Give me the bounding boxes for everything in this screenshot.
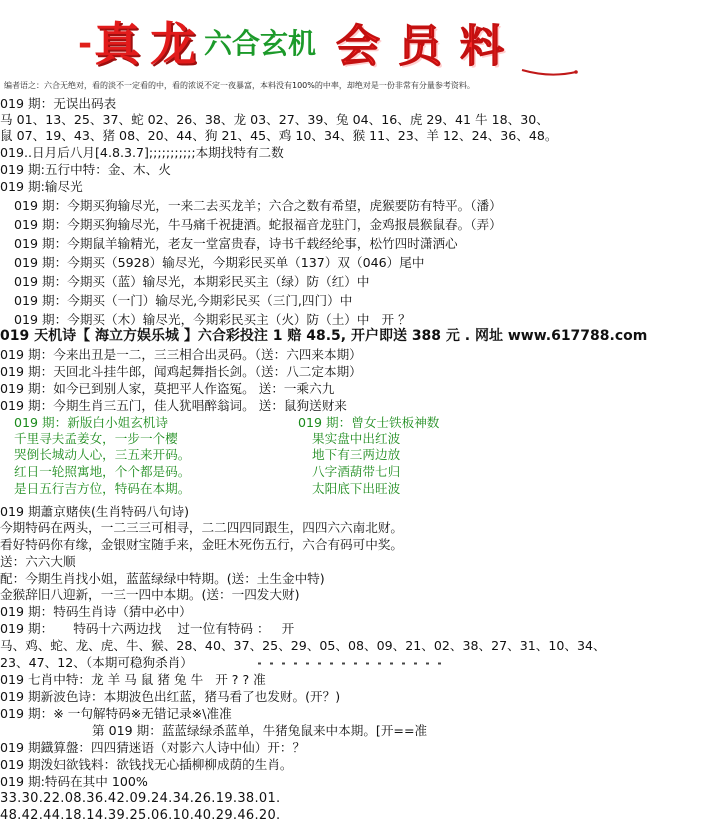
text-line: 019 期:输尽光	[0, 179, 83, 194]
banner-dash: -	[78, 24, 93, 64]
text-line: 019..日月后八月[4.8.3.7];;;;;;;;;;;本期找特有二数	[0, 145, 284, 160]
number-list: 48.42.44.18.14.39.25.06.10.40.29.46.20.	[0, 808, 281, 823]
poem-right-line: 地下有三两边放	[312, 447, 401, 462]
title-subtitle: 六合玄机	[204, 27, 317, 60]
text-line: 019 期:五行中特：金、木、火	[0, 162, 171, 177]
text-line: 019 期:特码在其中 100%	[0, 774, 148, 789]
text-line: 019 期鐡算盤：四四猜迷语（对影六人诗中仙）开：？	[0, 740, 306, 755]
title-char-liao: 料	[460, 21, 504, 72]
text-line: 鼠 07、19、43、猪 08、20、44、狗 21、45、鸡 10、34、猴 11、23、羊 12、24、36、48。	[0, 128, 558, 143]
text-line: 看好特码你有缘，金银财宝随手来，金旺木死伤五行，六合有码可中奖。	[0, 537, 403, 552]
poem-right-line: 八字酒葫带七归	[312, 464, 401, 479]
text-line: 019 期：今期鼠羊输精光，老友一堂富贵春，诗书千载经纶事，松竹四时潇洒心	[14, 236, 458, 251]
text-line: 019 期：今期买狗输尽光，一来二去买龙羊；六合之数有希望，虎猴要防有特平。（潘）	[14, 198, 502, 213]
text-line: 019 期：※ 一句解特码※无错记录※\准准	[0, 706, 232, 721]
text-line: 019 期新波色诗：本期波色出红蓝，猪马看了也发财。(开？)	[0, 689, 341, 704]
poem-right-title: 019 期：曾女士铁板神数	[298, 415, 440, 430]
title-char-long: 龙	[150, 17, 196, 71]
text-line: 019 期：今期生肖三五门，佳人犹唱醉翁词。 送：鼠狗送财来	[0, 398, 347, 413]
title-char-zhen: 真	[94, 17, 140, 71]
text-line: 23、47、12、（本期可稳狗杀肖）	[0, 655, 193, 670]
text-line: 019 期：今期买（蓝）输尽光，本期彩民买主（绿）防（红）中	[14, 274, 370, 289]
poem-left-title: 019 期：新版白小姐玄机诗	[14, 415, 168, 430]
text-line: 019 期：今期买狗输尽光，牛马痛千祝捷酒。蛇报福音龙驻门，金鸡报晨猴鼠春。（弄）	[14, 217, 502, 232]
text-line: 019 期： 特码十六两边找 过一位有特码 ： 开	[0, 621, 295, 636]
text-line: 第 019 期：蓝蓝绿绿杀蓝单，牛猪兔鼠来中本期。[开==准	[92, 723, 428, 738]
text-line: 019 期：无误出码表	[0, 96, 117, 111]
text-line: 019 期：今期买（木）输尽光，今期彩民买主（火）防（土）中 开 ？	[14, 312, 411, 327]
text-line: 019 期：今来出丑是一二，三三相合出灵码。（送：六四来本期）	[0, 347, 362, 362]
poem-right-line: 太阳底下出旺波	[312, 481, 401, 496]
text-line: 019 期：天回北斗挂牛郎，闻鸡起舞指长剑。（送：八二定本期）	[0, 364, 362, 379]
faint-dots-divider	[258, 661, 448, 666]
decorative-swoosh-icon	[520, 64, 580, 80]
text-line: 019 期：今期买（5928）输尽光，今期彩民买单（137）双（046）尾中	[14, 255, 425, 270]
poem-right-line: 果实盘中出红波	[312, 431, 401, 446]
text-line: 019 期泼妇欲钱料：欲钱找无心插柳柳成荫的生肖。	[0, 757, 293, 772]
text-line: 019 期蕭京赌侠(生肖特码八句诗)	[0, 504, 189, 519]
text-line: 马 01、13、25、37、蛇 02、26、38、龙 03、27、39、兔 04、16、虎 29、41 牛 18、30、	[0, 112, 549, 127]
poem-left-line: 千里寻夫孟姜女，一步一个樱	[14, 431, 178, 446]
text-line: 送：六六大顺	[0, 554, 76, 569]
ad-line: 019 天机诗【 海立方娱乐城 】六合彩投注 1 赔 48.5, 开户即送 388 元 . 网址 www.617788.com	[0, 328, 648, 344]
title-char-yuan: 员	[398, 21, 442, 72]
text-line: 019 期：特码生肖诗（猜中必中）	[0, 604, 192, 619]
title-banner	[0, 0, 720, 78]
title-char-hui: 会	[336, 21, 380, 72]
text-line: 配：今期生肖找小姐，蓝蓝绿绿中特期。(送：土生金中特)	[0, 571, 325, 586]
editor-note: 编者语之：六合无绝对，看的淡不一定看的中，看的浓说不定一夜暴富，本料没有100%的中率，却绝对是一份非常有分量参考资料。	[4, 81, 475, 90]
text-line: 马、鸡、蛇、龙、虎、牛、猴、28、40、37、25、29、05、08、09、21、02、38、27、31、10、34、	[0, 638, 606, 653]
poem-left-line: 是日五行吉方位，特码在本期。	[14, 481, 191, 496]
text-line: 019 期：今期买（一门）输尽光,今期彩民买（三门,四门）中	[14, 293, 353, 308]
text-line: 019 期：如今已到别人家，莫把平人作盗冤。 送：一乘六九	[0, 381, 335, 396]
text-line: 019 七肖中特：龙 羊 马 鼠 猪 兔 牛 开 ? ? 准	[0, 672, 266, 687]
text-line: 今期特码在两头，一二三三可相寻，二二四四同跟生，四四六六南北财。	[0, 520, 403, 535]
text-line: 金猴辞旧八迎新，一三一四中本期。(送：一四发大财)	[0, 587, 300, 602]
poem-left-line: 哭倒长城动人心，三五来开码。	[14, 447, 191, 462]
number-list: 33.30.22.08.36.42.09.24.34.26.19.38.01.	[0, 791, 281, 806]
poem-left-line: 红日一轮照寓地，个个都是码。	[14, 464, 191, 479]
